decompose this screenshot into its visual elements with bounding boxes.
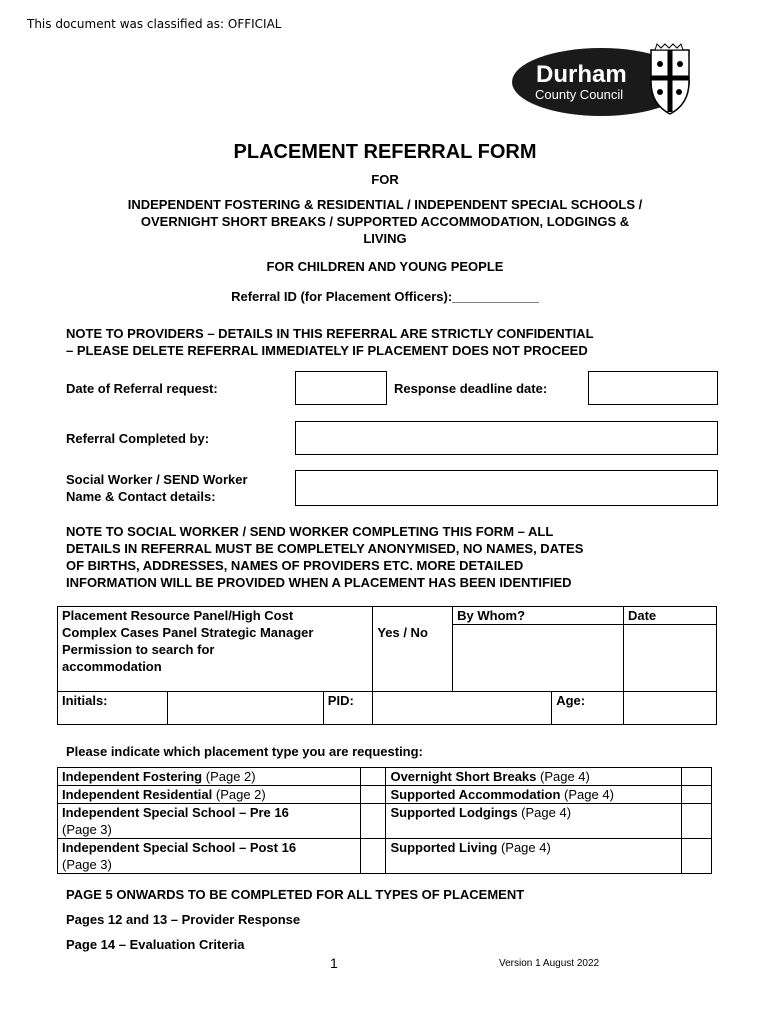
placement-type-prompt: Please indicate which placement type you are requesting: <box>66 744 423 759</box>
initials-input[interactable] <box>168 692 324 725</box>
referral-completed-by-label: Referral Completed by: <box>66 431 210 446</box>
placement-option-school-post16 <box>58 839 361 874</box>
panel-permission-table <box>57 606 717 725</box>
social-worker-label <box>66 471 248 505</box>
option-name: Independent Special School – Post 16 <box>62 840 297 855</box>
date-input[interactable] <box>623 625 716 692</box>
by-whom-input[interactable] <box>453 625 624 692</box>
pid-input[interactable] <box>373 692 552 725</box>
note-to-providers <box>66 325 726 359</box>
checkbox-school-post16[interactable] <box>360 839 386 874</box>
provider-response-note: Pages 12 and 13 – Provider Response <box>66 912 301 927</box>
placement-option-accommodation <box>386 786 682 804</box>
permission-label-line: Complex Cases Panel Strategic Manager <box>62 625 314 640</box>
yes-no-cell[interactable] <box>373 607 453 692</box>
permission-label-cell <box>58 607 373 692</box>
note-line: DETAILS IN REFERRAL MUST BE COMPLETELY ANONYMISED, NO NAMES, DATES <box>66 541 584 556</box>
checkbox-residential[interactable] <box>360 786 386 804</box>
checkbox-fostering[interactable] <box>360 768 386 786</box>
note-line: – PLEASE DELETE REFERRAL IMMEDIATELY IF PLACEMENT DOES NOT PROCEED <box>66 343 588 358</box>
children-heading: FOR CHILDREN AND YOUNG PEOPLE <box>266 259 504 274</box>
for-text: FOR <box>371 172 399 187</box>
option-name: Supported Accommodation <box>390 787 561 802</box>
checkbox-living[interactable] <box>682 839 712 874</box>
date-of-referral-label: Date of Referral request: <box>66 381 218 396</box>
pid-label: PID: <box>323 692 373 725</box>
permission-label-line: accommodation <box>62 659 162 674</box>
form-title: PLACEMENT REFERRAL FORM <box>233 141 537 163</box>
crest-icon <box>651 44 689 114</box>
subtitle-line: LIVING <box>363 231 407 246</box>
option-page: (Page 2) <box>212 787 266 802</box>
social-worker-label-line: Social Worker / SEND Worker <box>66 472 248 487</box>
note-line: INFORMATION WILL BE PROVIDED WHEN A PLACEMENT HAS BEEN IDENTIFIED <box>66 575 572 590</box>
checkbox-accommodation[interactable] <box>682 786 712 804</box>
by-whom-header: By Whom? <box>453 607 624 625</box>
version-text: Version 1 August 2022 <box>499 958 600 969</box>
option-page: (Page 4) <box>517 805 572 820</box>
option-name: Supported Living <box>390 840 498 855</box>
age-label: Age: <box>552 692 624 725</box>
placement-option-lodgings <box>386 804 682 839</box>
social-worker-label-line: Name & Contact details: <box>66 489 216 504</box>
date-header: Date <box>623 607 716 625</box>
subtitle-line: INDEPENDENT FOSTERING & RESIDENTIAL / INDEPENDENT SPECIAL SCHOOLS / <box>127 197 643 212</box>
option-page: (Page 4) <box>497 840 551 855</box>
durham-county-council-logo <box>511 42 699 117</box>
option-page: (Page 4) <box>560 787 614 802</box>
checkbox-school-pre16[interactable] <box>360 804 386 839</box>
option-name: Independent Fostering <box>62 769 203 784</box>
checkbox-overnight[interactable] <box>682 768 712 786</box>
referral-completed-by-input[interactable] <box>295 421 718 455</box>
placement-option-overnight <box>386 768 682 786</box>
logo-text-county-council: County Council <box>535 87 624 102</box>
permission-label-line: Permission to search for <box>62 642 215 657</box>
option-page: (Page 2) <box>202 769 256 784</box>
placement-option-residential <box>58 786 361 804</box>
option-name: Independent Residential <box>62 787 213 802</box>
placement-option-school-pre16 <box>58 804 361 839</box>
note-line: NOTE TO PROVIDERS – DETAILS IN THIS REFERRAL ARE STRICTLY CONFIDENTIAL <box>66 326 594 341</box>
logo-text-durham: Durham <box>536 61 627 88</box>
referral-id-field[interactable]: Referral ID (for Placement Officers):____________ <box>231 289 539 304</box>
classification-text: This document was classified as: OFFICIAL <box>27 17 282 31</box>
note-line: NOTE TO SOCIAL WORKER / SEND WORKER COMPLETING THIS FORM – ALL <box>66 524 554 539</box>
placement-type-table <box>57 767 712 874</box>
page5-note: PAGE 5 ONWARDS TO BE COMPLETED FOR ALL TYPES OF PLACEMENT <box>66 887 525 902</box>
response-deadline-input[interactable] <box>588 371 718 405</box>
age-input[interactable] <box>623 692 716 725</box>
note-line: OF BIRTHS, ADDRESSES, NAMES OF PROVIDERS ETC. MORE DETAILED <box>66 558 524 573</box>
permission-label-line: Placement Resource Panel/High Cost <box>62 608 294 623</box>
option-name: Independent Special School – Pre 16 <box>62 805 289 820</box>
placement-option-fostering <box>58 768 361 786</box>
yes-no-label: Yes / No <box>377 625 428 640</box>
social-worker-input[interactable] <box>295 470 718 506</box>
checkbox-lodgings[interactable] <box>682 804 712 839</box>
option-name: Supported Lodgings <box>390 805 518 820</box>
option-page: (Page 4) <box>536 769 590 784</box>
note-to-social-worker <box>66 523 726 591</box>
initials-label: Initials: <box>58 692 168 725</box>
option-page: (Page 3) <box>62 857 112 872</box>
subtitle-line: OVERNIGHT SHORT BREAKS / SUPPORTED ACCOMMODATION, LODGINGS & <box>140 214 630 229</box>
option-page: (Page 3) <box>62 822 112 837</box>
subtitle <box>0 196 770 247</box>
date-of-referral-input[interactable] <box>295 371 387 405</box>
page-number: 1 <box>330 955 338 971</box>
option-name: Overnight Short Breaks <box>390 769 537 784</box>
response-deadline-label: Response deadline date: <box>394 381 548 396</box>
placement-option-living <box>386 839 682 874</box>
evaluation-criteria-note: Page 14 – Evaluation Criteria <box>66 937 245 952</box>
